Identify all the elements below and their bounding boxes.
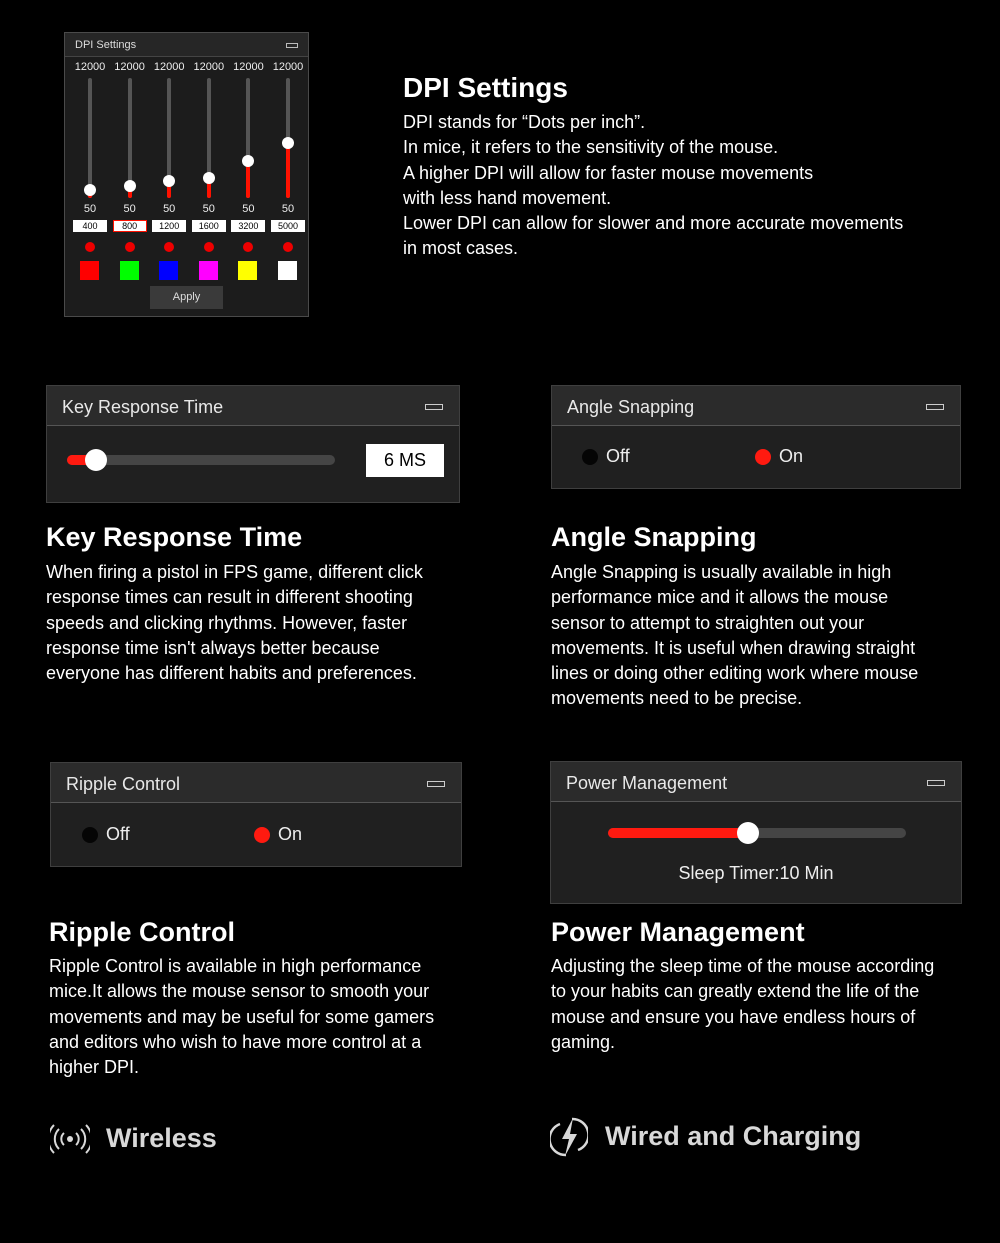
- power-management-panel: [550, 761, 962, 904]
- ripple-control-off-radio[interactable]: [82, 827, 98, 843]
- text-line: Ripple Control is available in high performance: [49, 956, 422, 976]
- dpi-enable-dot[interactable]: [164, 242, 174, 252]
- dpi-heading: DPI Settings: [403, 72, 568, 103]
- dpi-slider-track[interactable]: [167, 78, 171, 198]
- dpi-min-label: 50: [281, 203, 295, 215]
- key-response-panel-title: Key Response Time: [62, 397, 224, 417]
- dpi-color-swatch[interactable]: [199, 261, 218, 280]
- angle-snapping-panel-title: Angle Snapping: [567, 397, 695, 417]
- dpi-value-box[interactable]: 800: [113, 220, 147, 232]
- dpi-slider-track[interactable]: [128, 78, 132, 198]
- dpi-level-4: [189, 57, 229, 312]
- text-line: lines or doing other editing work where mouse: [551, 663, 919, 684]
- dpi-max-label: 12000: [233, 61, 264, 73]
- dpi-slider-fill: [286, 143, 290, 198]
- dpi-color-swatch[interactable]: [80, 261, 99, 280]
- dpi-level-3: [149, 57, 189, 312]
- dpi-slider-track[interactable]: [286, 78, 290, 198]
- power-management-panel-title: Power Management: [566, 773, 728, 793]
- ripple-control-panel-header: [51, 763, 461, 803]
- key-response-description: [46, 560, 423, 686]
- power-management-panel-header: [551, 762, 961, 802]
- text-line: A higher DPI will allow for faster mouse movements: [403, 162, 814, 183]
- dpi-slider-track[interactable]: [88, 78, 92, 198]
- dpi-level-2: [110, 57, 150, 312]
- key-response-slider-track[interactable]: [67, 455, 335, 465]
- minimize-icon[interactable]: [286, 43, 298, 48]
- key-response-panel-header: [47, 386, 459, 426]
- dpi-max-label: 12000: [114, 61, 145, 73]
- wireless-label: Wireless: [106, 1123, 217, 1153]
- dpi-min-label: 50: [123, 203, 136, 215]
- dpi-enable-dot[interactable]: [85, 242, 95, 252]
- angle-snapping-off-label[interactable]: Off: [606, 446, 630, 466]
- angle-snapping-on-radio[interactable]: [755, 449, 771, 465]
- dpi-slider-handle[interactable]: [242, 155, 254, 167]
- dpi-max-label: 12000: [74, 61, 106, 73]
- dpi-level-1: [70, 57, 110, 312]
- ripple-control-heading: Ripple Control: [49, 917, 235, 947]
- angle-snapping-panel-header: [552, 386, 960, 426]
- dpi-min-label: 50: [202, 203, 215, 215]
- dpi-color-swatch[interactable]: [120, 261, 139, 280]
- text-line: to your habits can greatly extend the life of the: [551, 981, 920, 1002]
- dpi-max-label: 12000: [153, 61, 185, 73]
- dpi-level-6: [268, 57, 308, 312]
- wireless-icon: [50, 1122, 90, 1156]
- dpi-value-box[interactable]: 1200: [152, 220, 186, 232]
- key-response-value-box[interactable]: 6 MS: [366, 444, 444, 477]
- text-line: gaming.: [551, 1031, 616, 1052]
- text-line: sensor to attempt to straighten out your: [551, 612, 865, 633]
- dpi-color-swatch[interactable]: [278, 261, 297, 280]
- dpi-color-swatch[interactable]: [159, 261, 178, 280]
- dpi-color-swatch[interactable]: [238, 261, 257, 280]
- text-line: speeds and clicking rhythms. However, faster: [46, 612, 408, 633]
- ripple-control-panel-title: Ripple Control: [66, 774, 181, 794]
- dpi-enable-dot[interactable]: [283, 242, 293, 252]
- dpi-value-box[interactable]: 400: [73, 220, 107, 232]
- text-line: Angle Snapping is usually available in high: [551, 562, 892, 582]
- text-line: higher DPI.: [49, 1057, 140, 1078]
- dpi-settings-panel: [64, 32, 309, 317]
- dpi-panel-header: [65, 33, 308, 57]
- ripple-control-on-label[interactable]: On: [278, 824, 303, 844]
- text-line: response times can result in different shooting: [46, 587, 413, 608]
- dpi-max-label: 12000: [193, 61, 225, 73]
- dpi-slider-handle[interactable]: [163, 175, 175, 187]
- dpi-value-box[interactable]: 1600: [192, 220, 226, 232]
- dpi-min-label: 50: [242, 203, 255, 215]
- text-line: everyone has different habits and preferences.: [46, 663, 417, 684]
- text-line: response time isn't always better because: [46, 637, 380, 658]
- angle-snapping-panel: [551, 385, 961, 489]
- wired-charging-label: Wired and Charging: [605, 1121, 862, 1151]
- dpi-level-5: [228, 57, 268, 312]
- ripple-control-off-label[interactable]: Off: [106, 824, 130, 844]
- key-response-panel: [46, 385, 460, 503]
- angle-snapping-heading: Angle Snapping: [551, 522, 757, 552]
- key-response-heading: Key Response Time: [46, 522, 303, 552]
- dpi-value-box[interactable]: 5000: [271, 220, 305, 232]
- ripple-control-description: [49, 954, 434, 1080]
- ripple-control-panel: [50, 762, 462, 867]
- minimize-icon[interactable]: [926, 404, 944, 410]
- text-line: Lower DPI can allow for slower and more accurate movements: [403, 213, 904, 234]
- minimize-icon[interactable]: [927, 780, 945, 786]
- dpi-description: [403, 110, 903, 262]
- text-line: In mice, it refers to the sensitivity of the mouse.: [403, 137, 779, 158]
- dpi-slider-handle[interactable]: [84, 184, 96, 196]
- minimize-icon[interactable]: [425, 404, 443, 410]
- dpi-min-label: 50: [163, 203, 176, 215]
- ripple-control-on-radio[interactable]: [254, 827, 270, 843]
- text-line: with less hand movement.: [403, 187, 612, 208]
- sleep-timer-slider-fill: [608, 828, 752, 838]
- text-line: movements. It is useful when drawing straight: [551, 637, 916, 658]
- text-line: movements and may be useful for some gamers: [49, 1006, 435, 1027]
- dpi-enable-dot[interactable]: [243, 242, 253, 252]
- angle-snapping-on-label[interactable]: On: [779, 446, 804, 466]
- dpi-min-label: 50: [83, 203, 97, 215]
- dpi-enable-dot[interactable]: [125, 242, 135, 252]
- text-line: DPI stands for “Dots per inch”.: [403, 112, 646, 132]
- dpi-panel-title: DPI Settings: [75, 39, 137, 51]
- dpi-slider-handle[interactable]: [203, 172, 215, 184]
- power-management-heading: Power Management: [551, 917, 805, 947]
- dpi-slider-track[interactable]: [207, 78, 211, 198]
- text-line: mice.It allows the mouse sensor to smooth your: [49, 981, 430, 1002]
- lightning-bolt-icon: [550, 1115, 588, 1159]
- text-line: performance mice and it allows the mouse: [551, 587, 889, 608]
- text-line: mouse and ensure you have endless hours of: [551, 1006, 916, 1027]
- minimize-icon[interactable]: [427, 781, 445, 787]
- sleep-timer-slider-track[interactable]: [608, 828, 906, 838]
- dpi-value-box[interactable]: 3200: [231, 220, 265, 232]
- key-response-slider-handle[interactable]: [85, 449, 107, 471]
- sleep-timer-slider-handle[interactable]: [737, 822, 759, 844]
- apply-button[interactable]: Apply: [150, 286, 223, 309]
- sleep-timer-label: Sleep Timer:10 Min: [678, 863, 834, 883]
- text-line: Adjusting the sleep time of the mouse according: [551, 956, 935, 976]
- text-line: When firing a pistol in FPS game, different click: [46, 562, 423, 582]
- dpi-slider-track[interactable]: [246, 78, 250, 198]
- dpi-enable-dot[interactable]: [204, 242, 214, 252]
- text-line: movements need to be precise.: [551, 688, 803, 709]
- dpi-slider-handle[interactable]: [282, 137, 294, 149]
- dpi-slider-handle[interactable]: [124, 180, 136, 192]
- angle-snapping-description: [551, 560, 918, 712]
- text-line: and editors who wish to have more control at a: [49, 1031, 422, 1052]
- power-management-description: [551, 954, 934, 1055]
- text-line: in most cases.: [403, 238, 519, 259]
- dpi-max-label: 12000: [272, 61, 304, 73]
- angle-snapping-off-radio[interactable]: [582, 449, 598, 465]
